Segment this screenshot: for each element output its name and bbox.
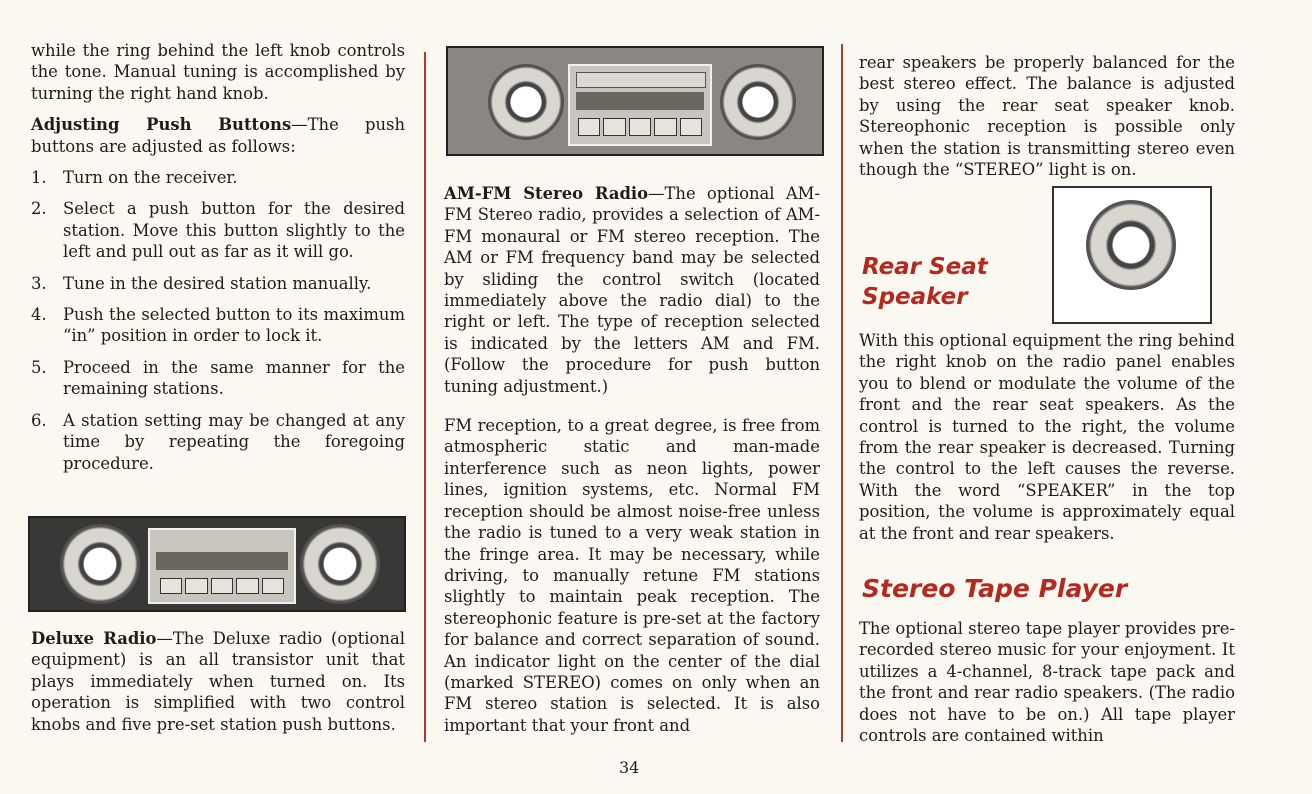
step-text: Push the selected button to its maximum “in” position in order to lock it. <box>63 305 405 346</box>
step-number: 1. <box>31 168 47 188</box>
deluxe-text: —The Deluxe radio (optional equipment) is an all transistor unit that plays immediately when turned on. Its operation is simplified with two control knobs and five pre-set station push buttons. <box>31 629 405 734</box>
rear-seat-paragraph: With this optional equipment the ring behind the right knob on the radio panel enables you to blend or modulate the volume of the front and the rear seat speakers. As the control is turned to the right, the volume from the rear speaker is decreased. Turning the control to the left causes the reverse. With the word “SPEAKER” in the top position, the volume is approximately equal at the front and rear speakers. <box>859 331 1235 543</box>
push-buttons-icon <box>578 118 702 136</box>
push-buttons-icon <box>160 578 284 594</box>
list-item <box>31 167 405 188</box>
continuation-paragraph: rear speakers be properly balanced for the best stereo effect. The balance is adjusted by using the rear seat speaker knob. Stereophonic reception is possible only when the station is transmitting stereo even though the “STEREO” light is on. <box>859 53 1235 180</box>
radio-dial-icon <box>148 528 296 604</box>
left-knob-icon <box>488 64 564 140</box>
rear-heading-line1: Rear Seat <box>862 254 988 280</box>
column-divider <box>841 44 843 742</box>
step-number: 5. <box>31 357 47 377</box>
column-left <box>31 40 405 484</box>
tape-player-heading: Stereo Tape Player <box>862 574 1128 603</box>
step-text: Proceed in the same manner for the remaining stations. <box>63 357 405 399</box>
deluxe-radio-illustration <box>28 516 406 612</box>
fm-paragraph: FM reception, to a great degree, is free from atmospheric static and man-made interference such as neon lights, power lines, ignition systems, etc. Normal FM reception should be almost noise-free unless the radio is tuned to a very weak station in the fringe area. It may be necessary, while driving, to manually retune FM stations slightly to maintain peak reception. The stereophonic feature is pre-set at the factory for balance and correct separation of sound. An indicator light on the center of the dial (marked STEREO) comes on only when an FM stereo station is selected. It is also important that your front and <box>444 416 820 735</box>
right-knob-icon <box>720 64 796 140</box>
column-middle <box>444 183 820 746</box>
tape-player-paragraph: The optional stereo tape player provides pre-recorded stereo music for your enjoyment. It utilizes a 4-channel, 8-track tape pack and the front and rear radio speakers. (The radio does not have to be on.) All tape player controls are contained within <box>859 619 1235 746</box>
rear-speaker-knob-illustration <box>1052 186 1212 324</box>
column-divider <box>424 52 426 742</box>
left-knob-icon <box>60 524 140 604</box>
push-buttons-paragraph <box>31 114 405 157</box>
radio-dial-icon <box>568 64 712 146</box>
deluxe-paragraph-wrap <box>31 628 405 745</box>
speaker-knob-icon <box>1086 200 1176 290</box>
amfm-text: —The optional AM-FM Stereo radio, provides a selection of AM-FM monaural or FM stereo reception. The AM or FM frequency band may be selected by sliding the control switch (located immediately above the radio dial) to the right or left. The type of reception selected is indicated by the letters AM and FM. (Follow the procedure for push button tuning adjustment.) <box>444 184 820 396</box>
tape-player-section <box>859 618 1235 756</box>
right-knob-icon <box>300 524 380 604</box>
step-text: Turn on the receiver. <box>63 168 238 188</box>
rear-seat-heading <box>862 252 988 312</box>
list-item <box>31 357 405 400</box>
push-button-steps <box>31 167 405 474</box>
list-item <box>31 198 405 262</box>
step-text: A station setting may be changed at any time by repeating the foregoing procedure. <box>63 410 405 473</box>
amfm-title: AM-FM Stereo Radio <box>444 184 649 203</box>
list-item <box>31 273 405 294</box>
amfm-paragraph <box>444 183 820 397</box>
step-text: Tune in the desired station manually. <box>63 273 372 293</box>
step-number: 6. <box>31 410 47 430</box>
deluxe-title: Deluxe Radio <box>31 629 157 648</box>
rear-seat-section <box>859 330 1235 554</box>
intro-paragraph: while the ring behind the left knob controls the tone. Manual tuning is accomplished by turning the right hand knob. <box>31 41 405 103</box>
push-buttons-title: Adjusting Push Buttons <box>31 115 292 135</box>
list-item <box>31 304 405 347</box>
step-number: 3. <box>31 273 47 293</box>
rear-heading-line2: Speaker <box>862 284 968 310</box>
step-number: 2. <box>31 199 47 219</box>
column-right <box>859 52 1235 190</box>
deluxe-paragraph <box>31 628 405 735</box>
push-buttons-text: —The push buttons are adjusted as follows: <box>31 115 405 156</box>
list-item <box>31 410 405 474</box>
step-text: Select a push button for the desired station. Move this button slightly to the left and pull out as far as it will go. <box>63 199 405 262</box>
step-number: 4. <box>31 305 47 325</box>
amfm-radio-illustration <box>446 46 824 156</box>
page-number: 34 <box>619 758 640 777</box>
